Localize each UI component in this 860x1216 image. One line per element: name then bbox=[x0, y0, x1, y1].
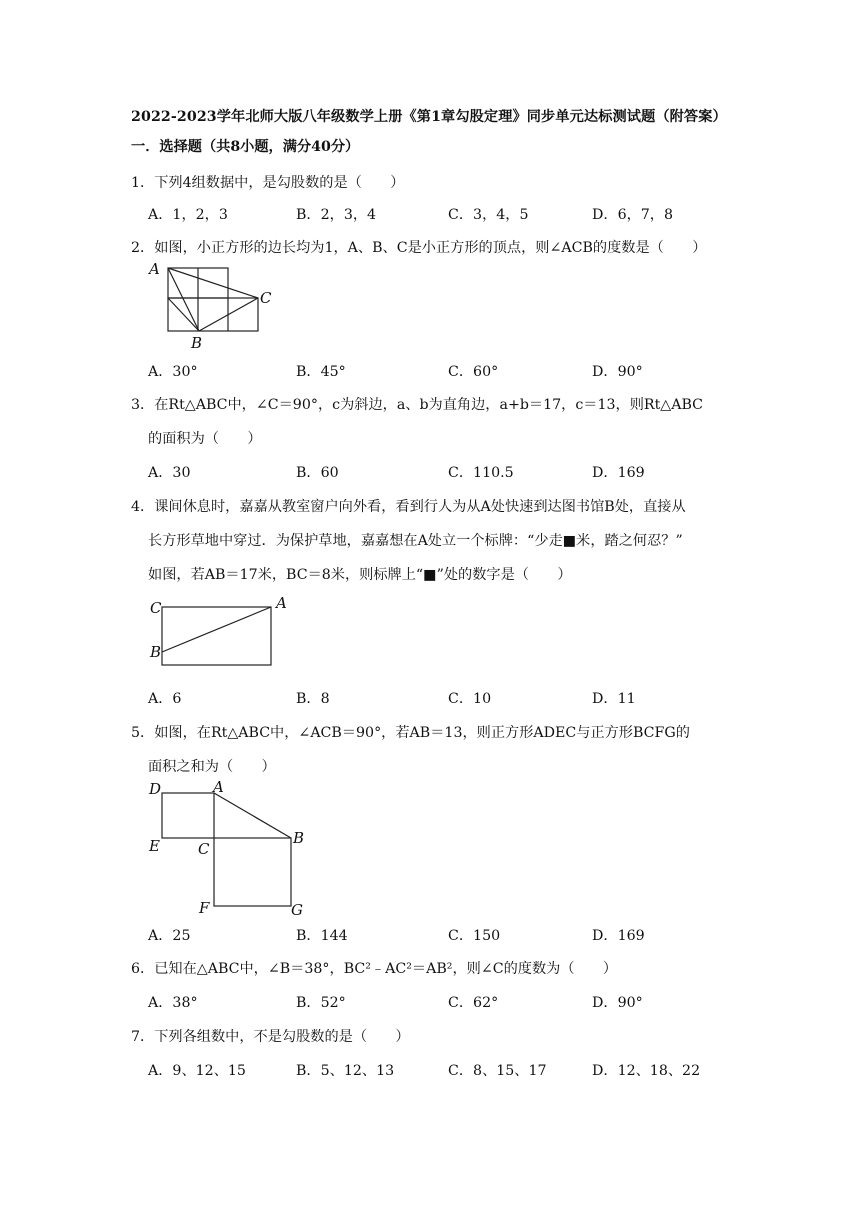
option-d: D．169 bbox=[592, 465, 645, 481]
option-d: D．6，7，8 bbox=[592, 207, 674, 223]
question-number: 4． bbox=[131, 499, 155, 515]
question-number: 5． bbox=[131, 725, 155, 741]
question-5 bbox=[131, 722, 690, 742]
option-d: D．169 bbox=[592, 928, 645, 944]
question-stem: 下列4组数据中，是勾股数的是（ ） bbox=[154, 175, 405, 191]
question-7-options bbox=[148, 1060, 748, 1080]
option-b: B．8 bbox=[296, 691, 330, 707]
label-e: E bbox=[149, 837, 160, 855]
option-b: B．144 bbox=[296, 928, 348, 944]
label-c: C bbox=[198, 840, 210, 858]
option-b: B．45° bbox=[296, 364, 346, 380]
option-d: D．12、18、22 bbox=[592, 1063, 701, 1079]
question-stem: 已知在△ABC中，∠B＝38°，BC²﹣AC²＝AB²，则∠C的度数为（ ） bbox=[154, 961, 618, 977]
label-b: B bbox=[191, 334, 203, 352]
rectangle-lawn-figure bbox=[145, 594, 305, 674]
question-stem: 下列各组数中，不是勾股数的是（ ） bbox=[154, 1029, 410, 1045]
option-b: B．60 bbox=[296, 465, 339, 481]
option-c: C．150 bbox=[448, 928, 501, 944]
option-b: B．2，3，4 bbox=[296, 207, 377, 223]
question-4-continued: 长方形草地中穿过．为保护草地，嘉嘉想在A处立一个标牌：“少走■米，踏之何忍？” bbox=[148, 533, 683, 549]
question-4-continued-2: 如图，若AB＝17米，BC＝8米，则标牌上“■”处的数字是（ ） bbox=[148, 567, 572, 583]
question-4-options bbox=[148, 688, 748, 708]
question-3-continued: 的面积为（ ） bbox=[148, 431, 262, 447]
label-b: B bbox=[150, 643, 162, 661]
option-c: C．10 bbox=[448, 691, 492, 707]
option-d: D．90° bbox=[592, 364, 643, 380]
question-stem: 课间休息时，嘉嘉从教室窗户向外看，看到行人为从A处快速到达图书馆B处，直接从 bbox=[154, 499, 686, 515]
option-a: A．30° bbox=[148, 364, 198, 380]
question-3 bbox=[131, 394, 703, 414]
question-2-options bbox=[148, 361, 748, 381]
question-1-options bbox=[148, 204, 748, 224]
label-a: A bbox=[149, 260, 160, 278]
label-a: A bbox=[213, 778, 224, 796]
option-c: C．60° bbox=[448, 364, 499, 380]
option-d: D．11 bbox=[592, 691, 636, 707]
label-g: G bbox=[291, 901, 303, 919]
option-b: B．5、12、13 bbox=[296, 1063, 395, 1079]
option-b: B．52° bbox=[296, 995, 346, 1011]
question-5-options bbox=[148, 925, 748, 945]
question-4 bbox=[131, 496, 686, 516]
question-6 bbox=[131, 958, 617, 978]
question-number: 3． bbox=[131, 397, 155, 413]
option-c: C．3，4，5 bbox=[448, 207, 529, 223]
label-b: B bbox=[293, 829, 305, 847]
option-a: A．38° bbox=[148, 995, 198, 1011]
option-a: A．25 bbox=[148, 928, 191, 944]
question-number: 7． bbox=[131, 1029, 155, 1045]
question-number: 2． bbox=[131, 240, 155, 256]
option-c: C．62° bbox=[448, 995, 499, 1011]
label-f: F bbox=[199, 899, 210, 917]
option-a: A．30 bbox=[148, 465, 191, 481]
question-stem: 如图，在Rt△ABC中，∠ACB＝90°，若AB＝13，则正方形ADEC与正方形BCFG的 bbox=[154, 725, 690, 741]
option-c: C．8、15、17 bbox=[448, 1063, 547, 1079]
question-1 bbox=[131, 172, 404, 192]
option-a: A．1，2，3 bbox=[148, 207, 228, 223]
option-c: C．110.5 bbox=[448, 465, 514, 481]
question-2 bbox=[131, 237, 706, 257]
question-stem: 如图，小正方形的边长均为1，A、B、C是小正方形的顶点，则∠ACB的度数是（ ） bbox=[154, 240, 707, 256]
question-3-options bbox=[148, 462, 748, 482]
question-number: 1． bbox=[131, 175, 155, 191]
section-heading: 一．选择题（共8小题，满分40分） bbox=[131, 139, 360, 155]
label-c: C bbox=[150, 599, 162, 617]
question-5-continued: 面积之和为（ ） bbox=[148, 759, 276, 775]
option-a: A．6 bbox=[148, 691, 182, 707]
option-a: A．9、12、15 bbox=[148, 1063, 246, 1079]
grid-triangle-figure bbox=[145, 262, 285, 352]
two-squares-figure bbox=[145, 780, 325, 920]
question-7 bbox=[131, 1026, 410, 1046]
option-d: D．90° bbox=[592, 995, 643, 1011]
question-6-options bbox=[148, 992, 748, 1012]
question-stem: 在Rt△ABC中，∠C＝90°，c为斜边，a、b为直角边，a+b＝17，c＝13，则Rt△ABC bbox=[154, 397, 703, 413]
label-c: C bbox=[260, 289, 272, 307]
label-d: D bbox=[149, 780, 162, 798]
question-number: 6． bbox=[131, 961, 155, 977]
document-title: 2022-2023学年北师大版八年级数学上册《第1章勾股定理》同步单元达标测试题（附答案） bbox=[131, 109, 727, 125]
label-a: A bbox=[276, 594, 287, 612]
